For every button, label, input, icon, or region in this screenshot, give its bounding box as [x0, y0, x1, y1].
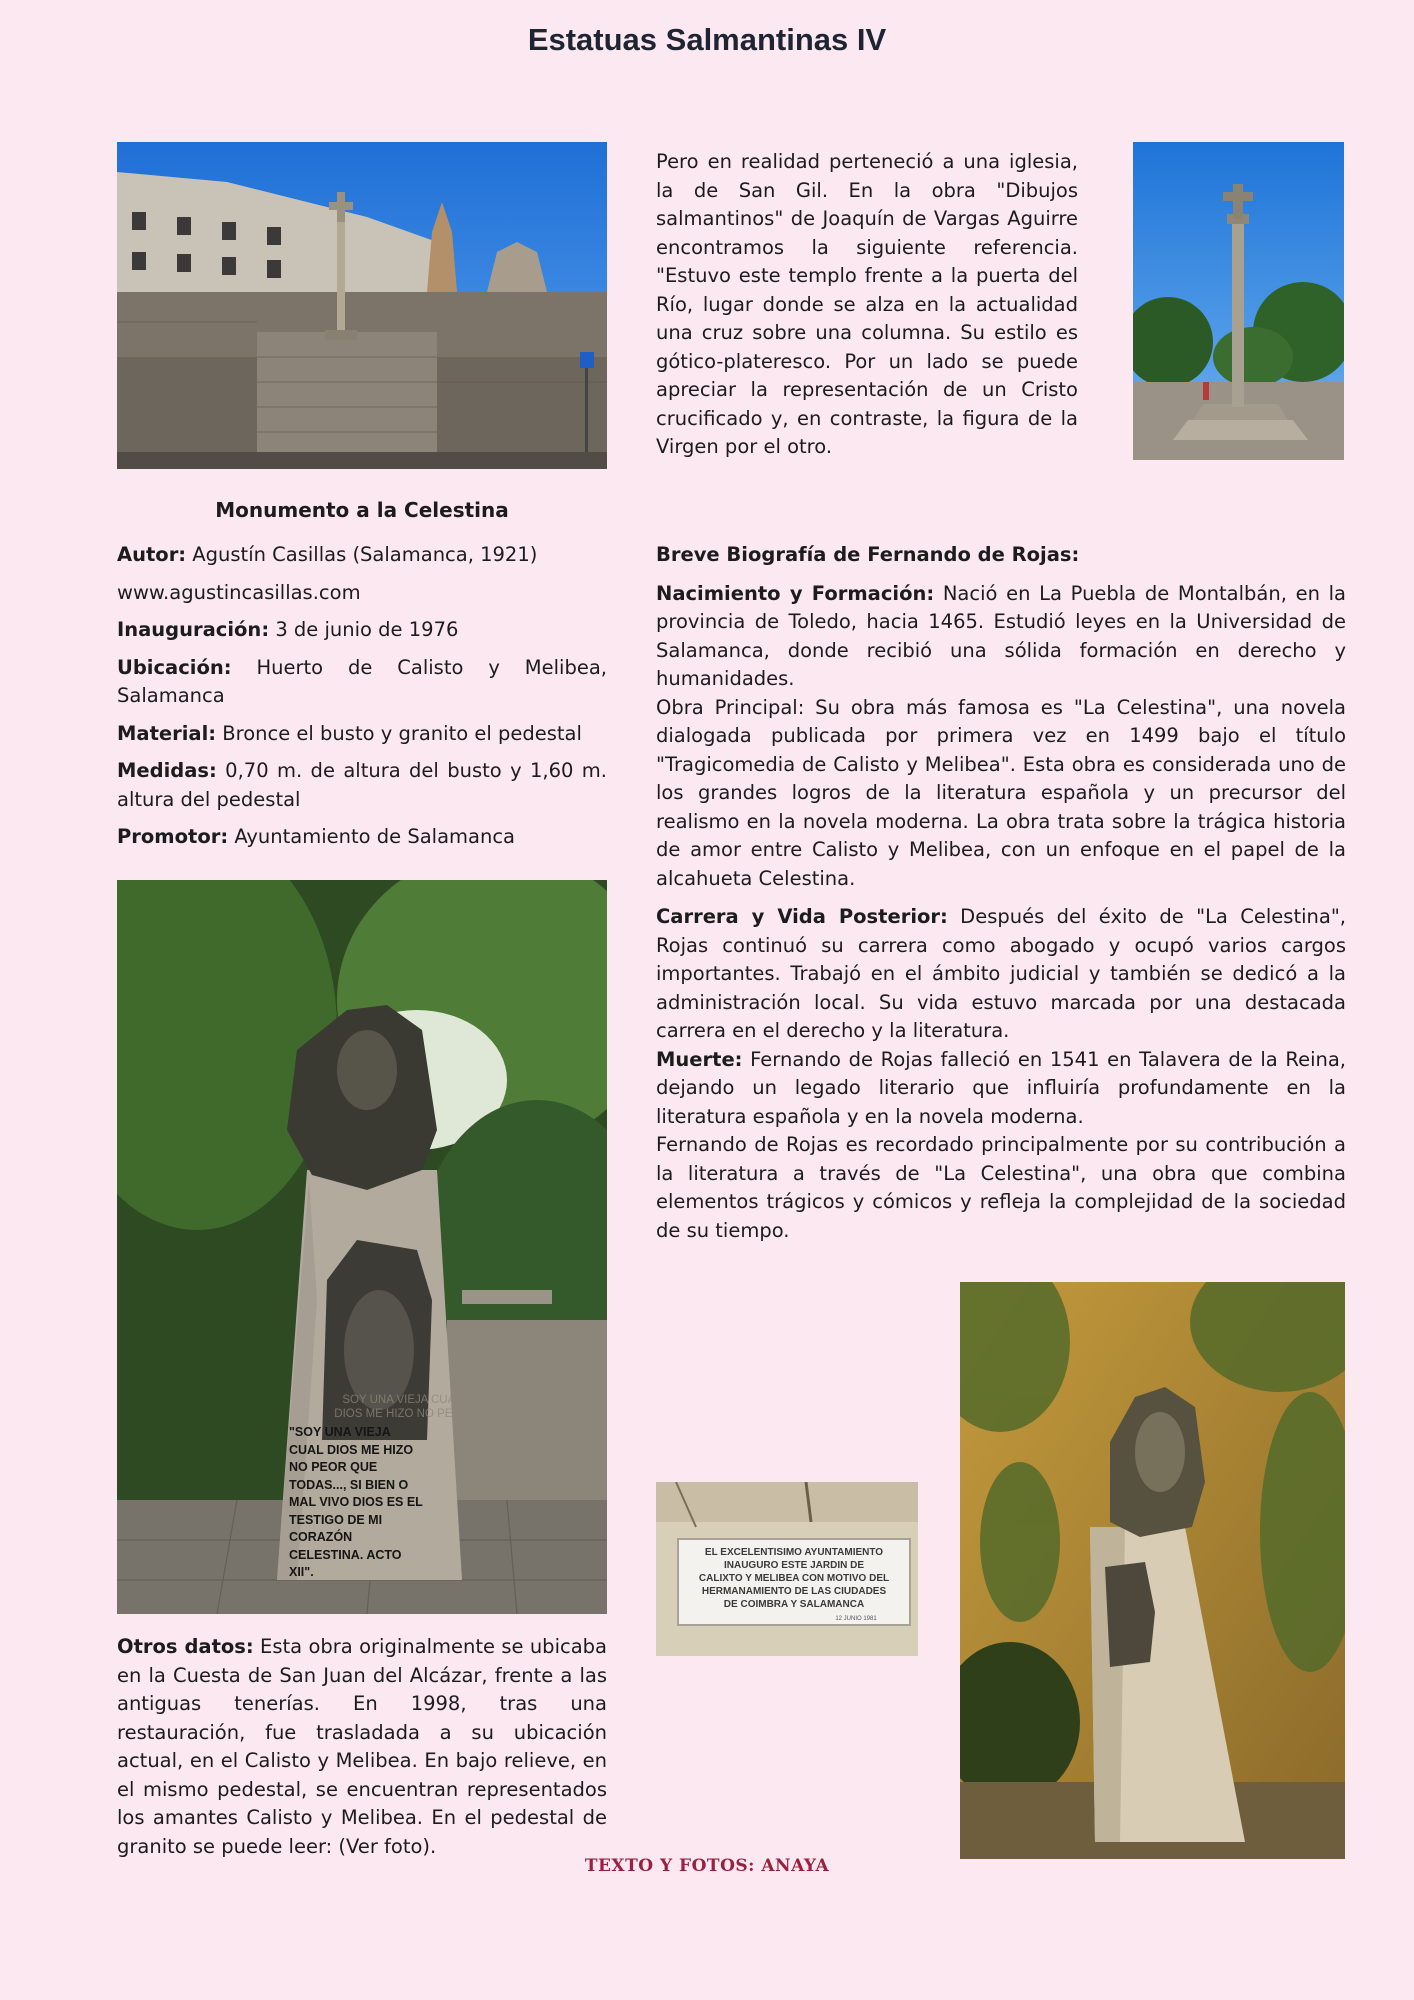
closing-text: Fernando de Rojas es recordado principalmente por su contribución a la literatura a través de "La Celestina", una obra que combina elementos trágicos y cómicos y refleja la complejidad de la sociedad de su tiempo.: [656, 1133, 1346, 1242]
location-label: Ubicación:: [117, 655, 232, 679]
other-data-paragraph: [117, 1633, 607, 1861]
birth-text: Nació en La Puebla de Montalbán, en la provincia de Toledo, hacia 1465. Estudió leyes en la Universidad de Salamanca, donde recibió una sólida formación en derecho y humanidades.: [656, 581, 1346, 690]
other-data-label: Otros datos:: [117, 1635, 254, 1658]
inscription-overlay: "SOY UNA VIEJA CUAL DIOS ME HIZO NO PEOR QUE TODAS..., SI BIEN O MAL VIVO DIOS ES EL TESTIGO DE MI CORAZÓN CELESTINA. ACTO XII".: [289, 1425, 423, 1579]
page-title: Estatuas Salmantinas IV: [527, 22, 887, 57]
author-label: Autor:: [117, 543, 187, 566]
material-line: [117, 720, 607, 749]
website-value: www.agustincasillas.com: [117, 580, 361, 604]
plaque-line-2: INAUGURO ESTE JARDIN DE: [723, 1560, 865, 1571]
death-label: Muerte:: [656, 1047, 743, 1071]
death-text: Fernando de Rojas falleció en 1541 en Talavera de la Reina, dejando un legado literario que influiría profundamente en la literatura española y en la novela moderna.: [656, 1047, 1346, 1128]
work-text: Obra Principal: Su obra más famosa es "La Celestina", una novela dialogada publicada por primera vez en 1499 bajo el título "Tragicomedia de Calisto y Melibea". Esta obra es considerada uno de los grandes logros de la literatura española y un precursor del realismo en la novela moderna. La obra trata sobre la trágica historia de amor entre Calisto y Melibea, con un enfoque en el papel de la alcahueta Celestina.: [656, 695, 1346, 890]
career-text: Después del éxito de "La Celestina", Rojas continuó su carrera como abogado y ocupó varios cargos importantes. Trabajó en el ámbito judicial y también se dedicó a la administración local. Su vida estuvo marcada por una destacada carrera en el derecho y la literatura.: [656, 905, 1346, 1042]
measures-line: [117, 757, 607, 814]
plaque-image: [656, 1482, 918, 1656]
monument-side-image: [960, 1282, 1345, 1859]
footer-credit: TEXTO Y FOTOS: ANAYA: [584, 1856, 830, 1876]
intro-paragraph: [656, 148, 1078, 462]
cross-column-photo: [1133, 142, 1344, 460]
plaque-line-1: EL EXCELENTISIMO AYUNTAMIENTO: [704, 1547, 884, 1558]
inauguration-line: [117, 616, 607, 645]
plaque-line-5: DE COIMBRA Y SALAMANCA: [723, 1599, 865, 1610]
plaque-line-3: CALIXTO Y MELIBEA CON MOTIVO DEL: [698, 1573, 890, 1584]
promoter-value: Ayuntamiento de Salamanca: [228, 825, 516, 848]
monument-info: [117, 541, 607, 861]
measures-label: Medidas:: [117, 759, 217, 782]
street-cross-photo: [117, 142, 607, 469]
website-line: [117, 579, 607, 608]
birth-label: Nacimiento y Formación:: [656, 581, 935, 605]
monument-photo: [117, 880, 607, 1614]
measures-value: 0,70 m. de altura del busto y 1,60 m. altura del pedestal: [117, 759, 607, 811]
plaque-photo: [656, 1482, 918, 1656]
career-label: Carrera y Vida Posterior:: [656, 905, 948, 928]
engraving-line-1: SOY UNA VIEJA CUAL: [342, 1394, 462, 1406]
intro-text: Pero en realidad perteneció a una iglesia, la de San Gil. En la obra "Dibujos salmantinos" de Joaquín de Vargas Aguirre encontramos la siguiente referencia. "Estuvo este templo frente a la puerta del Río, lugar donde se alza en la actualidad una cruz sobre una columna. Su estilo es gótico-plateresco. Por un lado se puede apreciar la representación de un Cristo crucificado y, en contraste, la figura de la Virgen por el otro.: [656, 150, 1078, 458]
promoter-line: [117, 823, 607, 852]
author-line: [117, 541, 607, 570]
promoter-label: Promotor:: [117, 825, 229, 848]
plaque-date: 12 JUNIO 1981: [835, 1616, 877, 1622]
monument-heading: Monumento a la Celestina: [215, 498, 509, 522]
engraving-line-2: DIOS ME HIZO NO PEOR: [334, 1408, 470, 1420]
biography-heading: Breve Biografía de Fernando de Rojas:: [656, 543, 1080, 566]
cross-column-image: [1133, 142, 1344, 460]
inauguration-label: Inauguración:: [117, 618, 270, 641]
location-line: [117, 654, 607, 711]
biography: [656, 541, 1346, 1245]
street-cross-image: [117, 142, 607, 469]
other-data-text: Esta obra originalmente se ubicaba en la Cuesta de San Juan del Alcázar, frente a las antiguas tenerías. En 1998, tras una restauración, fue trasladada a su ubicación actual, en el Calisto y Melibea. En bajo relieve, en el mismo pedestal, se encuentran representados los amantes Calisto y Melibea. En el pedestal de granito se puede leer: (Ver foto).: [117, 1635, 607, 1858]
material-label: Material:: [117, 721, 217, 745]
inauguration-value: 3 de junio de 1976: [269, 618, 459, 641]
plaque-line-4: HERMANAMIENTO DE LAS CIUDADES: [701, 1586, 887, 1597]
material-value: Bronce el busto y granito el pedestal: [216, 721, 582, 745]
monument-side-photo: [960, 1282, 1345, 1859]
location-value: Huerto de Calisto y Melibea, Salamanca: [117, 655, 607, 707]
author-value: Agustín Casillas (Salamanca, 1921): [186, 543, 538, 566]
